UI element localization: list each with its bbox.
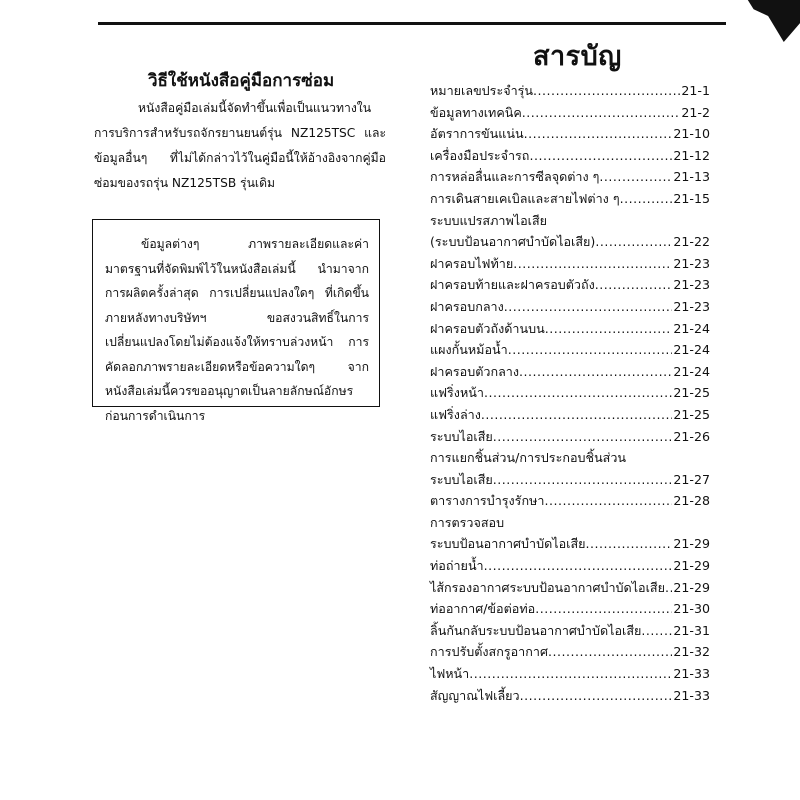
toc-entry (430, 685, 710, 707)
toc-entry-title: ฝาครอบท้ายและฝาครอบตัวถัง (430, 277, 595, 293)
toc-entry-page: 21-25 (673, 385, 710, 401)
toc-entry-title: ฝาครอบตัวกลาง (430, 363, 520, 379)
toc-entry (430, 490, 710, 512)
top-rule (98, 22, 726, 25)
toc-entry (430, 620, 710, 642)
toc-entry (430, 318, 710, 340)
toc-entry (430, 102, 710, 124)
toc-entry-page: 21-28 (673, 493, 710, 509)
toc-leader-dots (493, 469, 673, 491)
toc-leader-dots (481, 404, 673, 426)
toc-leader-dots (484, 555, 673, 577)
toc-entry-title: การตรวจสอบ (430, 514, 505, 530)
toc-entry (430, 426, 710, 448)
toc-entry-title: ฝาครอบกลาง (430, 298, 504, 314)
toc-leader-dots (533, 80, 680, 102)
toc-entry (430, 123, 710, 145)
toc-leader-dots (544, 490, 672, 512)
toc-entry (430, 296, 710, 318)
toc-entry (430, 512, 710, 534)
toc-leader-dots (519, 361, 672, 383)
toc-leader-dots (484, 382, 672, 404)
toc-leader-dots (504, 296, 673, 318)
toc-entry (430, 447, 710, 469)
toc-leader-dots (513, 253, 672, 275)
toc-title: สารบัญ (533, 41, 622, 72)
toc-entry-page: 21-26 (673, 428, 710, 444)
toc-entry-page: 21-29 (673, 579, 710, 595)
toc-leader-dots (665, 577, 672, 599)
toc-entry-title: การเดินสายเคเบิลและสายไฟต่าง ๆ (430, 190, 620, 206)
toc-entry-page: 21-33 (673, 687, 710, 703)
toc-entry-title: การหล่อลื่นและการซีลจุดต่าง ๆ (430, 169, 600, 185)
toc-leader-dots (548, 641, 672, 663)
toc-entry-page: 21-32 (673, 644, 710, 660)
toc-entry-page: 21-27 (673, 471, 710, 487)
toc-entry (430, 404, 710, 426)
toc-entry-title: ท่อถ่ายน้ำ (430, 558, 484, 574)
toc-entry-title: ฝาครอบตัวถังด้านบน (430, 320, 545, 336)
toc-leader-dots (641, 620, 672, 642)
toc-entry-page: 21-29 (673, 536, 710, 552)
toc-leader-dots (595, 274, 673, 296)
toc-entry-title: ฝาครอบไฟท้าย (430, 255, 514, 271)
toc-entry-title: ระบบป้อนอากาศบำบัดไอเสีย (430, 536, 586, 552)
toc-entry-title: แผงกั้นหม้อน้ำ (430, 342, 508, 358)
toc-entry (430, 533, 710, 555)
toc-entry-title: ข้อมูลทางเทคนิค (430, 104, 522, 120)
toc-entry-title: ลิ้นกันกลับระบบป้อนอากาศบำบัดไอเสีย (430, 622, 642, 638)
toc-leader-dots (620, 188, 673, 210)
toc-entry (430, 382, 710, 404)
toc-entry-title: แฟริ่งหน้า (430, 385, 484, 401)
toc-entry-page: 21-15 (673, 190, 710, 206)
toc-entry (430, 145, 710, 167)
toc-entry-page: 21-30 (673, 601, 710, 617)
toc-list (430, 80, 710, 706)
toc-entry-page: 21-10 (673, 126, 710, 142)
toc-entry-title: หมายเลขประจำรุ่น (430, 83, 534, 98)
toc-entry (430, 663, 710, 685)
toc-leader-dots (493, 426, 673, 448)
toc-entry (430, 577, 710, 599)
toc-leader-dots (508, 339, 673, 361)
toc-entry-title: (ระบบป้อนอากาศบำบัดไอเสีย) (430, 234, 596, 250)
intro-paragraph: หนังสือคู่มือเล่มนี้จัดทำขึ้นเพื่อเป็นแนวทางในการบริการสำหรับรถจักรยานยนต์รุ่น NZ125TSC และข้อมูลอื่นๆ ที่ไม่ได้กล่าวไว้ในคู่มือนี้ให้อ้างอิงจากคู่มือซ่อมของรถรุ่น NZ125TSB รุ่นเดิม (94, 101, 386, 190)
toc-entry-page: 21-12 (673, 147, 710, 163)
toc-entry-page: 21-2 (681, 104, 710, 120)
toc-entry-page: 21-31 (673, 622, 710, 638)
toc-entry (430, 231, 710, 253)
toc-entry (430, 188, 710, 210)
toc-entry-title: ท่ออากาศ/ข้อต่อท่อ (430, 601, 536, 617)
toc-leader-dots (599, 166, 672, 188)
toc-entry-page: 21-25 (673, 406, 710, 422)
toc-entry-page: 21-1 (681, 83, 710, 98)
toc-leader-dots (545, 318, 673, 340)
toc-leader-dots (535, 598, 672, 620)
toc-leader-dots (586, 533, 673, 555)
notice-box (92, 219, 380, 423)
toc-entry (430, 598, 710, 620)
toc-leader-dots (469, 663, 672, 685)
toc-entry-title: เครื่องมือประจำรถ (430, 147, 530, 163)
manual-usage-heading: วิธีใช้หนังสือคู่มือการซ่อม (148, 71, 335, 91)
toc-entry-title: สัญญาณไฟเลี้ยว (430, 687, 520, 703)
toc-entry-title: ระบบไอเสีย (430, 428, 493, 444)
toc-entry (430, 274, 710, 296)
toc-entry (430, 339, 710, 361)
toc-leader-dots (595, 231, 672, 253)
toc-entry-page: 21-13 (673, 169, 710, 185)
toc-entry-page: 21-24 (673, 320, 710, 336)
toc-entry-page: 21-33 (673, 666, 710, 682)
toc-entry-page: 21-29 (673, 558, 710, 574)
toc-entry-title: การแยกชิ้นส่วน/การประกอบชิ้นส่วน (430, 450, 627, 466)
toc-entry-page: 21-23 (673, 277, 710, 293)
toc-entry-page: 21-23 (673, 255, 710, 271)
toc-leader-dots (524, 123, 673, 145)
toc-entry-page: 21-22 (673, 234, 710, 250)
toc-entry-title: ระบบไอเสีย (430, 471, 493, 487)
toc-entry-page: 21-23 (673, 298, 710, 314)
toc-entry (430, 80, 710, 102)
toc-entry-title: ตารางการบำรุงรักษา (430, 493, 545, 509)
toc-entry-page: 21-24 (673, 363, 710, 379)
toc-leader-dots (529, 145, 672, 167)
notice-text: ข้อมูลต่างๆ ภาพรายละเอียดและค่ามาตรฐานที่จัดพิมพ์ไว้ในหนังสือเล่มนี้ นำมาจากการผลิตครั้งล่าสุด การเปลี่ยนแปลงใดๆ ที่เกิดขึ้นภายหลังทางบริษัทฯ ขอสงวนสิทธิ์ในการเปลี่ยนแปลงโดยไม่ต้องแจ้งให้ทราบล่วงหน้า การคัดลอกภาพรายละเอียดหรือข้อความใดๆ จากหนังสือเล่มนี้ควรขออนุญาตเป็นลายลักษณ์อักษรก่อนการดำเนินการ (105, 237, 369, 423)
toc-leader-dots (520, 685, 673, 707)
toc-entry-title: การปรับตั้งสกรูอากาศ (430, 644, 548, 660)
toc-entry (430, 641, 710, 663)
corner-scan-mark (742, 0, 800, 42)
toc-entry (430, 469, 710, 491)
toc-entry-title: อัตราการขันแน่น (430, 126, 524, 142)
toc-entry (430, 253, 710, 275)
toc-entry (430, 555, 710, 577)
toc-entry-page: 21-24 (673, 342, 710, 358)
toc-entry (430, 166, 710, 188)
toc-leader-dots (522, 102, 681, 124)
toc-entry (430, 361, 710, 383)
toc-entry-title: ไส้กรองอากาศระบบป้อนอากาศบำบัดไอเสีย (430, 579, 665, 595)
toc-entry-title: ไฟหน้า (430, 666, 470, 682)
toc-entry (430, 210, 710, 232)
toc-entry-title: แฟริ่งล่าง (430, 406, 481, 422)
toc-entry-title: ระบบแปรสภาพไอเสีย (430, 212, 548, 228)
